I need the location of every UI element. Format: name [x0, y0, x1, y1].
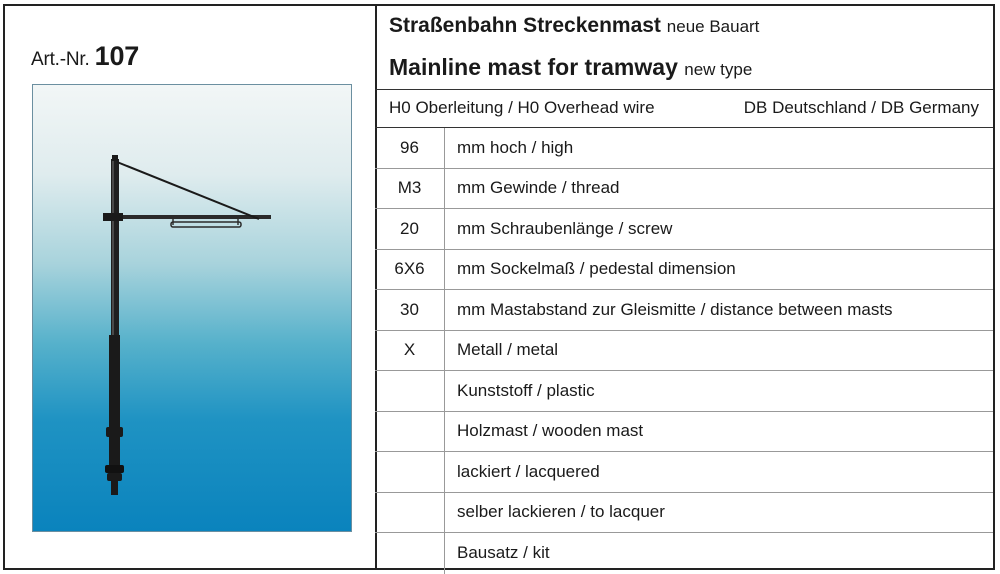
spec-value: 30 [375, 290, 445, 330]
spec-row [375, 209, 993, 250]
spec-description: mm hoch / high [457, 137, 574, 157]
article-prefix: Art.-Nr. [31, 49, 90, 70]
spec-row [375, 128, 993, 169]
title-divider [375, 89, 993, 90]
spec-value: 6X6 [375, 250, 445, 290]
spec-description: selber lackieren / to lacquer [457, 502, 665, 522]
right-panel [375, 6, 993, 568]
spec-value: X [375, 331, 445, 371]
spec-value [375, 371, 445, 411]
left-panel [5, 6, 377, 568]
spec-row [375, 493, 993, 534]
spec-description: mm Schraubenlänge / screw [457, 218, 673, 238]
spec-description: Bausatz / kit [457, 543, 550, 563]
overhead-wire-label: H0 Oberleitung / H0 Overhead wire [389, 98, 655, 117]
spec-row [375, 331, 993, 372]
article-number [31, 41, 139, 72]
title-german [389, 14, 759, 38]
spec-value [375, 493, 445, 533]
product-photo [32, 84, 352, 532]
spec-value: 20 [375, 209, 445, 249]
spec-description: Metall / metal [457, 340, 559, 360]
spec-row [375, 250, 993, 291]
spec-row [375, 533, 993, 574]
spec-value [375, 452, 445, 492]
spec-description: Holzmast / wooden mast [457, 421, 644, 441]
spec-description: Kunststoff / plastic [457, 380, 595, 400]
spec-description: mm Mastabstand zur Gleismitte / distance between masts [457, 299, 893, 319]
spec-row [375, 371, 993, 412]
product-sheet [3, 4, 995, 570]
spec-value: M3 [375, 169, 445, 209]
title-german-sub: neue Bauart [666, 17, 760, 36]
title-german-main: Straßenbahn Streckenmast [389, 14, 661, 37]
title-english [389, 54, 752, 81]
tram-mast-image [33, 85, 352, 532]
spec-row [375, 452, 993, 493]
spec-row [375, 290, 993, 331]
spec-value: 96 [375, 128, 445, 168]
origin-label: DB Deutschland / DB Germany [743, 98, 979, 117]
title-english-sub: new type [684, 60, 753, 79]
spec-description: lackiert / lacquered [457, 461, 600, 481]
title-english-main: Mainline mast for tramway [389, 54, 678, 80]
spec-value [375, 412, 445, 452]
spec-description: mm Sockelmaß / pedestal dimension [457, 259, 736, 279]
spec-row [375, 412, 993, 453]
spec-row [375, 169, 993, 210]
spec-description: mm Gewinde / thread [457, 178, 620, 198]
spec-table [375, 127, 993, 574]
article-number-value: 107 [94, 41, 140, 71]
spec-value [375, 533, 445, 574]
